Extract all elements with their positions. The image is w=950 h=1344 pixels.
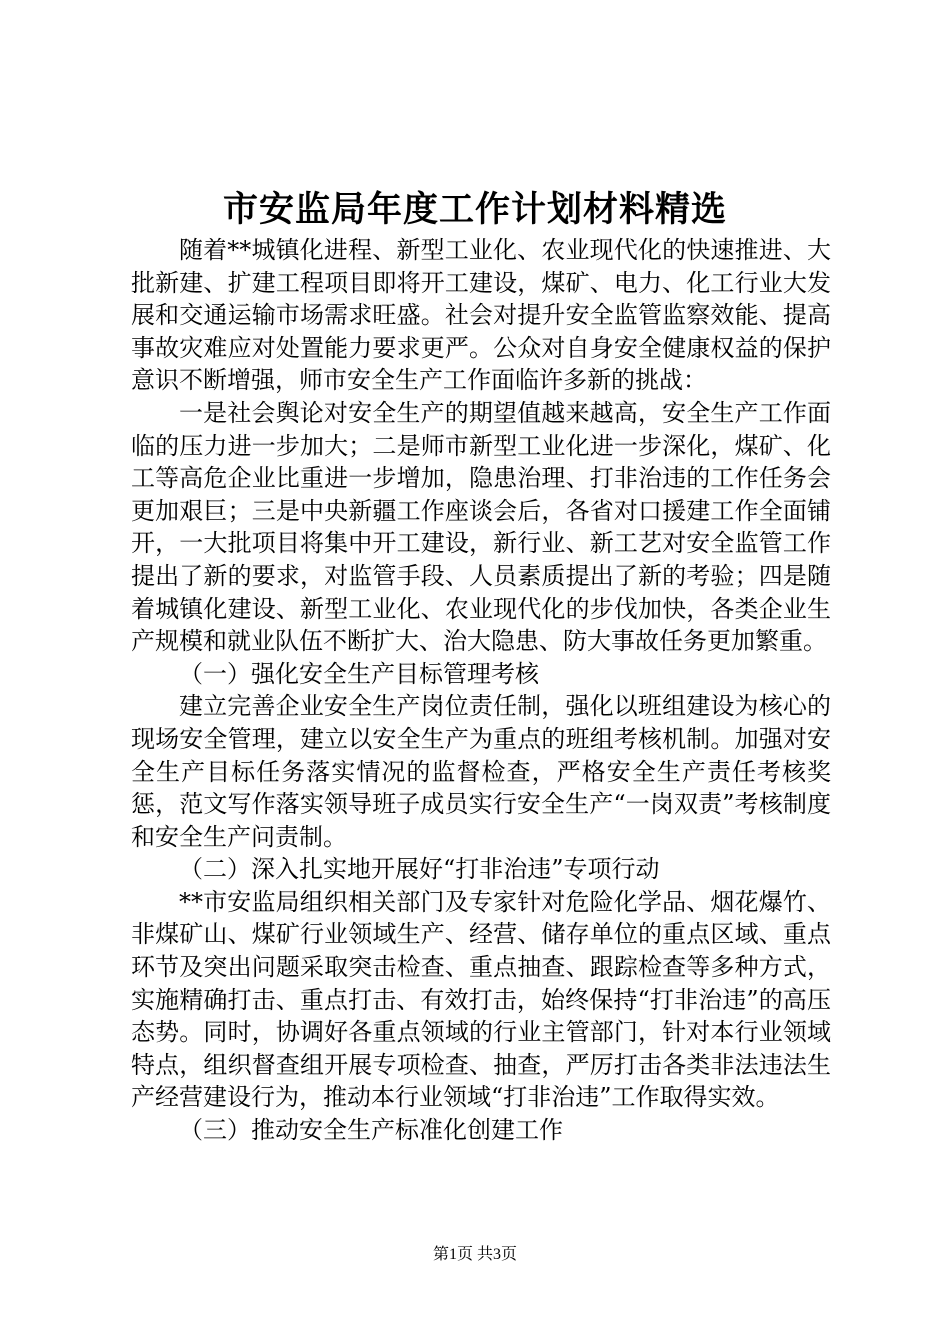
page-footer: 第1页 共3页 — [432, 1246, 517, 1263]
paragraph-intro: 随着**城镇化进程、新型工业化、农业现代化的快速推进、大批新建、扩建工程项目即将开工建设，煤矿、电力、化工行业大发展和交通运输市场需求旺盛。社会对提升安全监管监察效能、提高事故灾难应对处置能力要求更严。公众对自身安全健康权益的保护意识不断增强，师市安全生产工作面临许多新的挑战： — [131, 236, 831, 395]
paragraph-challenges: 一是社会舆论对安全生产的期望值越来越高，安全生产工作面临的压力进一步加大；二是师市新型工业化进一步深化，煤矿、化工等高危企业比重进一步增加，隐患治理、打非治违的工作任务会更加艰巨；三是中央新疆工作座谈会后，各省对口援建工作全面铺开，一大批项目将集中开工建设，新行业、新工艺对安全监管工作提出了新的要求，对监管手段、人员素质提出了新的考验；四是随着城镇化建设、新型工业化、农业现代化的步伐加快，各类企业生产规模和就业队伍不断扩大、治大隐患、防大事故任务更加繁重。 — [131, 398, 831, 656]
paragraph-section-2: **市安监局组织相关部门及专家针对危险化学品、烟花爆竹、非煤矿山、煤矿行业领域生产、经营、储存单位的重点区域、重点环节及突出问题采取突击检查、重点抽查、跟踪检查等多种方式，实施精确打击、重点打击、有效打击，始终保持“打非治违”的高压态势。同时，协调好各重点领域的行业主管部门，针对本行业领域特点，组织督查组开展专项检查、抽查，严厉打击各类非法违法生产经营建设行为，推动本行业领域“打非治违”工作取得实效。 — [131, 887, 831, 1112]
document-title: 市安监局年度工作计划材料精选 — [222, 189, 727, 230]
paragraph-section-1: 建立完善企业安全生产岗位责任制，强化以班组建设为核心的现场安全管理，建立以安全生产为重点的班组考核机制。加强对安全生产目标任务落实情况的监督检查，严格安全生产责任考核奖惩，范文写作落实领导班子成员实行安全生产“一岗双责”考核制度和安全生产问责制。 — [131, 692, 831, 851]
section-heading-1: （一）强化安全生产目标管理考核 — [179, 659, 539, 688]
section-heading-3: （三）推动安全生产标准化创建工作 — [179, 1116, 563, 1145]
document-body — [131, 234, 831, 1147]
section-heading-2: （二）深入扎实地开展好“打非治违”专项行动 — [179, 855, 660, 884]
